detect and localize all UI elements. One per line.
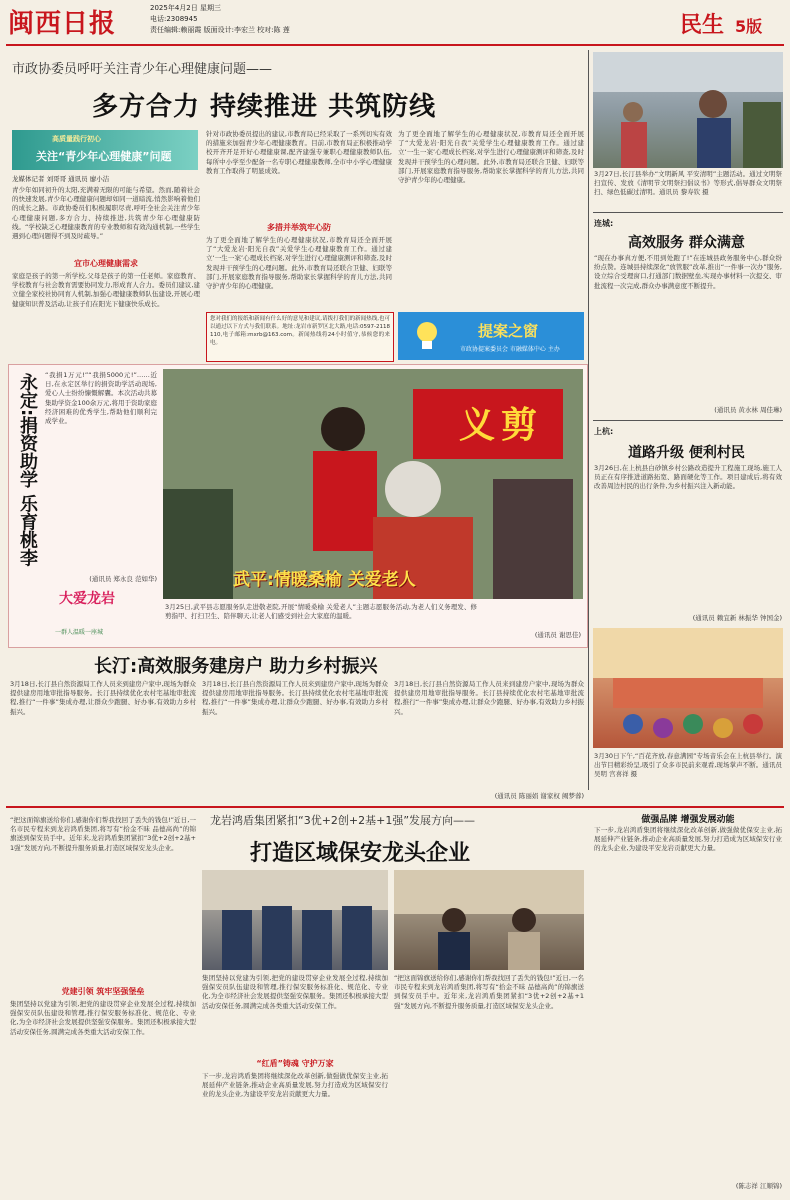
story-body-col2b: 为了更全面地了解学生的心理健康状况,市教育局还全面开展了“大爱龙岩·阳光自我”关爱学生心理健康教育工作。通过建立‘一生一案’心理成长档案,对学生进行心理健康测评和筛查,及时发现并干预学生的心理问题。此外,市教育局还联合卫健、妇联等部门,开展家庭教育指导服务,帮助家长掌握科学的育儿方法,共同守护青少年的心理健康。: [206, 236, 392, 291]
story-body-col2: 针对市政协委员提出的建议,市教育局已经采取了一系列切实有效的措施来加强青少年心理健康教育。目前,市教育局正积极推动学校开齐开足开好心理健康课,配齐建强专兼职心理健康教师队伍,每所中小学至少配备一名专职心理健康教师,全市中小学心理健康教育工作取得了明显成效。: [206, 130, 392, 175]
liancheng-body: “现在办事真方便,不用到处跑了!”在连城县政务服务中心,群众纷纷点赞。连城县持续深化“放管服”改革,推出“一件事一次办”服务,设立综合受理窗口,打通部门数据壁垒,实现办事材料一次提交、审批流程一次完成,群众办事满意度不断提升。: [594, 254, 782, 290]
newspaper-logo: 闽西日报: [8, 9, 117, 39]
photo-security-team: [394, 870, 584, 970]
phone: 电话:2308945: [150, 15, 198, 23]
charity-band: [8, 364, 588, 648]
yongding-headline: 永定:捐资助学 乐育桃李: [17, 373, 38, 567]
changting-body-col2: 3月18日,长汀县自然资源局工作人员来到建房户家中,现场为群众提供建房用地审批指导服务。长汀县持续优化农村宅基地审批流程,推行“一件事”集成办理,让群众少跑腿、好办事,有效助力乡村振兴。: [202, 680, 388, 716]
story-body-col3: 为了更全面地了解学生的心理健康状况,市教育局还全面开展了“大爱龙岩·阳光自我”关爱学生心理健康教育工作。通过建立‘一生一案’心理成长档案,对学生进行心理健康测评和筛查,及时发现并干预学生的心理问题。此外,市教育局还联合卫健、妇联等部门,开展家庭教育指导服务,帮助家长掌握科学的育儿方法,共同守护青少年的心理健康。: [398, 130, 584, 185]
longyan-body-col2: 集团坚持以党建为引领,把党的建设贯穿企业发展全过程,持续加强保安员队伍建设和管理,推行保安服务标准化、规范化、专业化,为全市经济社会发展提供坚强安保服务。集团还积极承接大型活动安保任务,圆满完成各类重大活动安保工作。: [202, 974, 388, 1010]
editor-credits: 责任编辑:赖丽霞 版面设计:李宏兰 校对:陈 莲: [150, 26, 290, 34]
lightbulb-icon: [412, 320, 442, 352]
tips-title: 提案之窗: [478, 322, 539, 340]
wuping-title: 武平:情暖桑榆 关爱老人: [233, 570, 416, 590]
longyan-body-col2b: 下一步,龙岩鸿盾集团将继续深化改革创新,做强做优保安主业,拓展延伸产业链条,推动企业高质量发展,努力打造成为区域保安行业的龙头企业,为建设平安龙岩贡献更大力量。: [202, 1072, 388, 1099]
liancheng-headline: 高效服务 群众满意: [628, 235, 745, 251]
column-divider-right: [588, 50, 589, 790]
story-subhead-1: 宜市心理健康需求: [74, 259, 138, 268]
story-banner: [12, 130, 198, 170]
page-number: 5版: [735, 17, 763, 36]
yongding-byline: (通讯员 郑永良 范如华): [89, 575, 157, 583]
changting-byline: (通讯员 陈丽娟 谢家权 阙梦蓉): [494, 792, 584, 800]
longyan-body-col3: “把这面锦旗送给你们,感谢你们帮我找回了丢失的钱包!”近日,一名市民专程来到龙岩鸿盾集团,将写有“拾金不昧 品德高尚”的锦旗送到保安员手中。近年来,龙岩鸿盾集团紧扣“3优+2创+2基+1强”发展方向,不断提升服务质量,打造区域保安龙头企业。: [394, 974, 584, 1010]
wuping-byline: (通讯员 谢思佳): [534, 631, 581, 639]
longyan-byline: (陈志祥 江顺锦): [735, 1182, 782, 1190]
story-body-col1b: 家庭是孩子的第一所学校,父母是孩子的第一任老师。家庭教育、学校教育与社会教育需要协同发力,形成育人合力。委员们建议,建立健全家校社协同育人机制,加强心理健康教师队伍建设,开展心理健康知识普及活动,让孩子们在阳光下健康快乐成长。: [12, 272, 200, 308]
issue-date: 2025年4月2日 星期三: [150, 4, 221, 12]
liancheng-place: 连城:: [594, 219, 614, 228]
changting-body-col1: 3月18日,长汀县自然资源局工作人员来到建房户家中,现场为群众提供建房用地审批指导服务。长汀县持续优化农村宅基地审批流程,推行“一件事”集成办理,让群众少跑腿、好办事,有效助力乡村振兴。: [10, 680, 196, 716]
shanghang-body: 3月26日,在上杭县白砂镇乡村公路改造提升工程施工现场,施工人员正在有序推进道路拓宽、路面硬化等工作。项目建成后,将有效改善周边村民的出行条件,为乡村振兴注入新动能。: [594, 464, 782, 491]
longyan-body-col1b: 集团坚持以党建为引领,把党的建设贯穿企业发展全过程,持续加强保安员队伍建设和管理,推行保安服务标准化、规范化、专业化,为全市经济社会发展提供坚强安保服务。集团还积极承接大型活动安保任务,圆满完成各类重大活动安保工作。: [10, 1000, 196, 1036]
longyan-headline: 打造区域保安龙头企业: [250, 841, 471, 866]
story-body-col1: 青少年如同初升的太阳,充满着无限的可能与希望。然而,随着社会的快速发展,青少年心理健康问题却如同一道暗流,悄然影响着他们的成长之路。市政协委员们积极履职尽责,呼吁全社会关注青少年心理健康问题,多方合力、持续推进,共筑青少年心理健康防线。“学校缺乏心理健康教育的专业教师和有效沟通机制,一些学生遇到心理问题得不到及时疏导。”: [12, 186, 200, 241]
notice-text: 您对我们的报纸和新闻有什么好的意见和建议,请拨打我们的新闻热线,也可以通过以下方式与我们联系。地址:龙岩市新罗区北大路,电话:0597-2118110,电子邮箱:mxrb@163.com。新闻热线将24小时值守,恭候您的来电。: [210, 316, 390, 346]
longyan-subhead-3: 做强品牌 增强发展动能: [641, 815, 735, 825]
shanghang-headline: 道路升级 便利村民: [628, 445, 745, 461]
story-kicker: 市政协委员呼吁关注青少年心理健康问题——: [12, 62, 273, 77]
photo-concert: [593, 628, 783, 748]
story-subhead-2: 多措并举筑牢心防: [267, 223, 331, 232]
story-headline: 多方合力 持续推进 共筑防线: [92, 92, 437, 122]
photo-qingming: [593, 52, 783, 168]
caption-concert: 3月30日下午,“百花齐放,春意满园”专场音乐会在上杭县举行。演出节目精彩纷呈,吸引了众多市民前来观看,现场掌声不断。通讯员 吴明 宫喜祥 摄: [594, 752, 782, 779]
banner-line2: 关注“青少年心理健康”问题: [36, 150, 172, 163]
caption-qingming: 3月27日,长汀县举办“文明新风 平安清明”主题活动。通过文明祭扫宣传、发放《清明节文明祭扫倡议书》等形式,倡导群众文明祭扫、绿色低碳过清明。通讯员 黎寿钦 摄: [594, 170, 782, 197]
masthead-rule: [6, 44, 784, 46]
banner-line1: 高质量践行初心: [52, 135, 101, 143]
longyan-kicker: 龙岩鸿盾集团紧扣“3优+2创+2基+1强”发展方向——: [210, 814, 476, 827]
masthead: [0, 0, 790, 44]
dayi-longyan-logo: [45, 589, 157, 641]
liancheng-byline: (通讯员 黄水林 周佳琳): [714, 406, 782, 414]
volunteer-sign: 义剪: [459, 405, 544, 446]
logo-text: 大爱龙岩: [59, 591, 115, 607]
shanghang-byline: (通讯员 赖宜新 林振华 钟国金): [692, 614, 782, 622]
longyan-body-col1: “把这面锦旗送给你们,感谢你们帮我找回了丢失的钱包!”近日,一名市民专程来到龙岩鸿盾集团,将写有“拾金不昧 品德高尚”的锦旗送到保安员手中。近年来,龙岩鸿盾集团紧扣“3优+2创+2基+1强”发展方向,不断提升服务质量,打造区域保安龙头企业。: [10, 816, 196, 852]
divider-rt1: [593, 212, 783, 213]
changting-headline: 长汀:高效服务建房户 助力乡村振兴: [94, 656, 378, 677]
yongding-body: “我捐1万元!”“我捐5000元!”……近日,在永定区举行的捐资助学活动现场,爱心人士纷纷慷慨解囊。本次活动共募集助学资金100余万元,将用于资助家庭经济困难的优秀学生,帮助他们顺利完成学业。: [45, 371, 157, 426]
photo-security: [202, 870, 388, 970]
story-byline: 龙媒体记者 刘哥哥 通讯员 廖小洁: [12, 175, 110, 183]
notice-box: [206, 312, 394, 362]
shanghang-place: 上杭:: [594, 427, 614, 436]
photo-haircut: [163, 369, 583, 599]
wuping-body: 3月25日,武平县志愿服务队走进敬老院,开展“情暖桑榆 关爱老人”主题志愿服务活动,为老人们义务理发、修剪指甲、打扫卫生、陪伴聊天,让老人们感受到社会大家庭的温暖。: [165, 603, 477, 621]
bottom-section-rule: [6, 806, 784, 808]
story-youth-mental-health: [8, 50, 586, 362]
longyan-body-col4: 下一步,龙岩鸿盾集团将继续深化改革创新,做强做优保安主业,拓展延伸产业链条,推动企业高质量发展,努力打造成为区域保安行业的龙头企业,为建设平安龙岩贡献更大力量。: [594, 826, 782, 853]
longyan-subhead-1: 党建引领 筑牢坚强堡垒: [61, 987, 145, 996]
section-title: 民生: [680, 13, 725, 38]
longyan-subhead-2: “红盾”铸魂 守护万家: [256, 1059, 334, 1068]
tips-subtitle: 市政协提案委员会 市融媒体中心 主办: [460, 346, 560, 353]
changting-body-col3: 3月18日,长汀县自然资源局工作人员来到建房户家中,现场为群众提供建房用地审批指导服务。长汀县持续优化农村宅基地审批流程,推行“一件事”集成办理,让群众少跑腿、好办事,有效助力乡村振兴。: [394, 680, 584, 716]
logo-subtitle: 一群人温暖一座城: [55, 629, 104, 636]
divider-rt2: [593, 420, 783, 421]
tips-window: [398, 312, 584, 360]
